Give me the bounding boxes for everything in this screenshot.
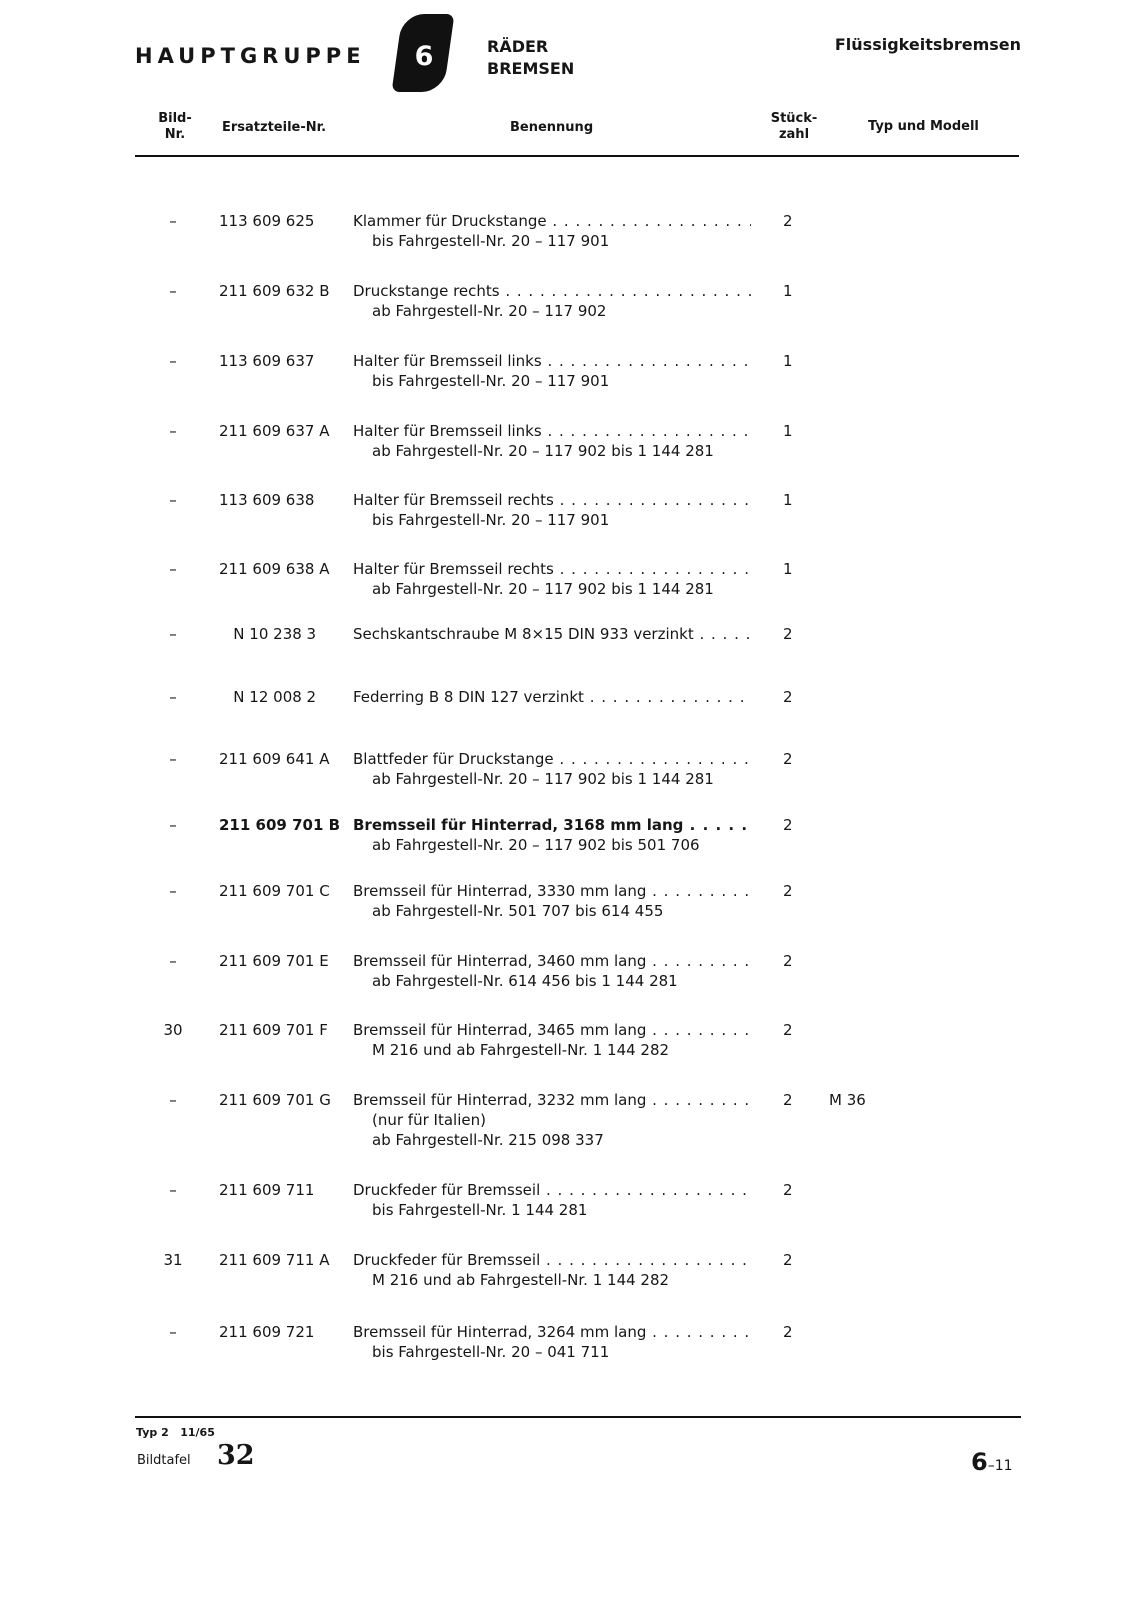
- description: Halter für Bremsseil rechts . . .: [353, 560, 751, 578]
- description: Halter für Bremsseil links . . .: [353, 422, 751, 440]
- quantity: 1: [783, 352, 793, 370]
- bild-number: –: [169, 1091, 177, 1109]
- description: Klammer für Druckstange . . .: [353, 212, 751, 230]
- table-row: [0, 560, 1133, 620]
- table-row: [0, 1181, 1133, 1241]
- table-row: [0, 1091, 1133, 1161]
- description: Bremsseil für Hinterrad, 3465 mm lang . . .: [353, 1021, 751, 1039]
- quantity: 2: [783, 212, 793, 230]
- description: Bremsseil für Hinterrad, 3460 mm lang . . .: [353, 952, 751, 970]
- quantity: 1: [783, 560, 793, 578]
- bild-number: –: [169, 422, 177, 440]
- page-number: [971, 1448, 1013, 1476]
- column-header-bild-line-1: Bild-: [158, 111, 192, 126]
- description-note: bis Fahrgestell-Nr. 20 – 041 711: [372, 1343, 610, 1361]
- column-header-quantity-line-1: Stück-: [770, 111, 818, 126]
- part-number: 211 609 701 B: [219, 816, 341, 834]
- description: Druckfeder für Bremsseil . . .: [353, 1181, 751, 1199]
- column-header-quantity-line-2: zahl: [778, 127, 810, 142]
- table-row: [0, 212, 1133, 272]
- column-header-type-model: Typ und Modell: [868, 119, 979, 134]
- description-note: ab Fahrgestell-Nr. 20 – 117 902: [372, 302, 607, 320]
- description-note: bis Fahrgestell-Nr. 20 – 117 901: [372, 511, 610, 529]
- part-number: 113 609 625: [219, 212, 315, 230]
- column-header-part-number: Ersatzteile-Nr.: [222, 120, 327, 135]
- description-note: bis Fahrgestell-Nr. 1 144 281: [372, 1201, 588, 1219]
- part-number: 113 609 638: [219, 491, 315, 509]
- bild-number: 31: [163, 1251, 183, 1269]
- quantity: 1: [783, 491, 793, 509]
- group-number: 6: [405, 38, 443, 76]
- table-row: [0, 625, 1133, 685]
- table-row: [0, 750, 1133, 810]
- part-number: 211 609 637 A: [219, 422, 330, 440]
- group-title-line-2: BREMSEN: [487, 59, 575, 78]
- main-group-label: HAUPTGRUPPE: [135, 44, 366, 68]
- description: Halter für Bremsseil rechts . . .: [353, 491, 751, 509]
- description-note: ab Fahrgestell-Nr. 501 707 bis 614 455: [372, 902, 664, 920]
- table-row: [0, 491, 1133, 551]
- table-row: [0, 882, 1133, 942]
- description-note: ab Fahrgestell-Nr. 20 – 117 902 bis 501 706: [372, 836, 700, 854]
- part-number: 211 609 641 A: [219, 750, 330, 768]
- bild-number: –: [169, 882, 177, 900]
- header-divider: [135, 155, 1019, 157]
- section-title: Flüssigkeitsbremsen: [834, 35, 1021, 54]
- table-row: [0, 1323, 1133, 1383]
- part-number: 211 609 638 A: [219, 560, 330, 578]
- bild-number: –: [169, 816, 177, 834]
- part-number: 211 609 701 E: [219, 952, 329, 970]
- column-header-description: Benennung: [510, 120, 594, 135]
- quantity: 2: [783, 952, 793, 970]
- bildtafel-number: 32: [217, 1440, 255, 1471]
- part-number: 211 609 711 A: [219, 1251, 330, 1269]
- quantity: 2: [783, 882, 793, 900]
- description-note: bis Fahrgestell-Nr. 20 – 117 901: [372, 372, 610, 390]
- description-note: (nur für Italien): [372, 1111, 486, 1129]
- bild-number: –: [169, 625, 177, 643]
- quantity: 2: [783, 1181, 793, 1199]
- description-note: M 216 und ab Fahrgestell-Nr. 1 144 282: [372, 1041, 670, 1059]
- table-row: [0, 1021, 1133, 1081]
- bild-number: –: [169, 688, 177, 706]
- part-number: 211 609 701 C: [219, 882, 330, 900]
- description-note: ab Fahrgestell-Nr. 20 – 117 902 bis 1 144 281: [372, 770, 714, 788]
- description: Druckfeder für Bremsseil . . .: [353, 1251, 751, 1269]
- description-note: bis Fahrgestell-Nr. 20 – 117 901: [372, 232, 610, 250]
- page-number-main: 6: [971, 1448, 988, 1476]
- quantity: 2: [783, 816, 793, 834]
- page-number-sub: –11: [987, 1458, 1013, 1474]
- quantity: 2: [783, 1251, 793, 1269]
- description: Sechskantschraube M 8×15 DIN 933 verzinkt . . .: [353, 625, 751, 643]
- quantity: 1: [783, 282, 793, 300]
- group-title: [487, 36, 574, 80]
- description-note: ab Fahrgestell-Nr. 20 – 117 902 bis 1 144 281: [372, 580, 714, 598]
- table-row: [0, 1251, 1133, 1311]
- type-edition: Typ 2 11/65: [136, 1426, 215, 1439]
- part-number: 211 609 701 G: [219, 1091, 331, 1109]
- bild-number: –: [169, 1181, 177, 1199]
- table-row: [0, 816, 1133, 876]
- description: Federring B 8 DIN 127 verzinkt . . .: [353, 688, 751, 706]
- bildtafel-label: Bildtafel: [137, 1453, 191, 1468]
- bild-number: –: [169, 352, 177, 370]
- table-row: [0, 352, 1133, 412]
- description-note-2: ab Fahrgestell-Nr. 215 098 337: [372, 1131, 604, 1149]
- part-number: N 12 008 2: [219, 688, 317, 706]
- quantity: 2: [783, 625, 793, 643]
- bild-number: –: [169, 1323, 177, 1341]
- footer-divider: [135, 1416, 1021, 1418]
- description-note: ab Fahrgestell-Nr. 614 456 bis 1 144 281: [372, 972, 678, 990]
- column-header-quantity: [770, 111, 818, 143]
- column-header-bild-line-2: Nr.: [164, 127, 186, 142]
- quantity: 2: [783, 1021, 793, 1039]
- bild-number: –: [169, 750, 177, 768]
- description-note: ab Fahrgestell-Nr. 20 – 117 902 bis 1 144 281: [372, 442, 714, 460]
- part-number: 211 609 721: [219, 1323, 315, 1341]
- bild-number: –: [169, 212, 177, 230]
- description-note: M 216 und ab Fahrgestell-Nr. 1 144 282: [372, 1271, 670, 1289]
- description: Bremsseil für Hinterrad, 3168 mm lang . . .: [353, 816, 751, 834]
- quantity: 2: [783, 1323, 793, 1341]
- bild-number: –: [169, 282, 177, 300]
- type-model: M 36: [829, 1091, 866, 1109]
- description: Bremsseil für Hinterrad, 3232 mm lang . . .: [353, 1091, 751, 1109]
- bild-number: –: [169, 560, 177, 578]
- description: Halter für Bremsseil links . . .: [353, 352, 751, 370]
- part-number: 113 609 637: [219, 352, 315, 370]
- quantity: 1: [783, 422, 793, 440]
- part-number: N 10 238 3: [219, 625, 317, 643]
- description: Blattfeder für Druckstange . . .: [353, 750, 751, 768]
- table-row: [0, 688, 1133, 748]
- table-row: [0, 282, 1133, 342]
- quantity: 2: [783, 688, 793, 706]
- part-number: 211 609 711: [219, 1181, 315, 1199]
- quantity: 2: [783, 1091, 793, 1109]
- description: Bremsseil für Hinterrad, 3264 mm lang . . .: [353, 1323, 751, 1341]
- bild-number: –: [169, 491, 177, 509]
- bild-number: 30: [163, 1021, 183, 1039]
- group-title-line-1: RÄDER: [487, 37, 549, 56]
- part-number: 211 609 632 B: [219, 282, 330, 300]
- description: Bremsseil für Hinterrad, 3330 mm lang . . .: [353, 882, 751, 900]
- column-header-bild-nr: [152, 111, 198, 143]
- part-number: 211 609 701 F: [219, 1021, 328, 1039]
- table-row: [0, 952, 1133, 1012]
- table-row: [0, 422, 1133, 482]
- description: Druckstange rechts . . .: [353, 282, 751, 300]
- bild-number: –: [169, 952, 177, 970]
- quantity: 2: [783, 750, 793, 768]
